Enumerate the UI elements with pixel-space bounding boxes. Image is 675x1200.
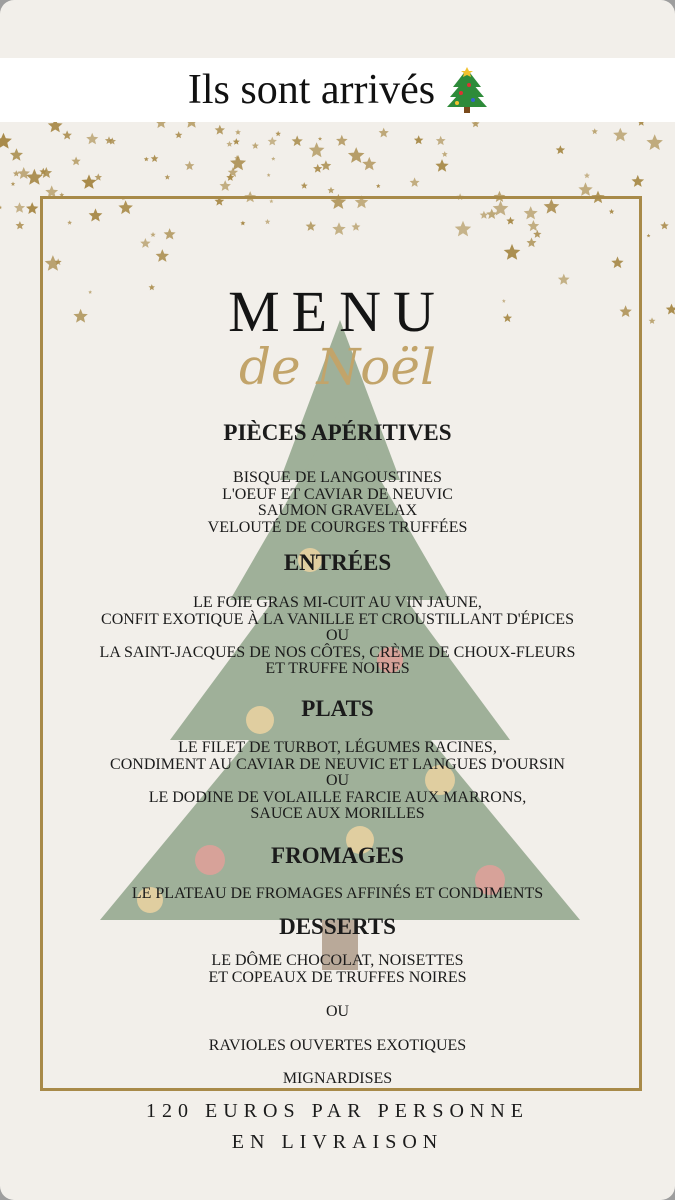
section-title-fromages: FROMAGES xyxy=(271,843,404,868)
gold-star xyxy=(144,157,149,162)
gold-star xyxy=(48,122,63,132)
gold-star xyxy=(10,148,23,161)
menu-item: VELOUTÉ DE COURGES TRUFFÉES xyxy=(207,518,468,536)
gold-star xyxy=(268,137,277,146)
dessert-alternative: RAVIOLES OUVERTES EXOTIQUES xyxy=(208,1037,467,1054)
gold-star xyxy=(235,129,241,135)
gold-star xyxy=(336,135,348,146)
menu-title: MENU xyxy=(228,279,447,344)
gold-star xyxy=(376,184,381,188)
menu-item: CONDIMENT AU CAVIAR DE NEUVIC ET LANGUES D'OURSIN xyxy=(110,755,565,773)
story-caption-band xyxy=(0,58,675,122)
section-title-plats: PLATS xyxy=(301,696,374,721)
price-line: 120 EUROS PAR PERSONNE xyxy=(146,1100,529,1122)
gold-star xyxy=(592,128,598,134)
menu-item: L'OEUF ET CAVIAR DE NEUVIC xyxy=(222,485,453,503)
gold-star xyxy=(647,234,651,238)
mignardises: MIGNARDISES xyxy=(282,1070,393,1087)
delivery-line: EN LIVRAISON xyxy=(231,1131,444,1153)
gold-star xyxy=(556,145,565,154)
gold-star xyxy=(613,128,628,142)
story-caption xyxy=(188,66,487,114)
gold-star xyxy=(151,155,159,162)
gold-star xyxy=(220,180,231,191)
section-items-pieces-aperitives xyxy=(0,470,675,536)
gold-star xyxy=(228,167,238,177)
gold-star xyxy=(226,141,232,147)
gold-star xyxy=(41,167,53,178)
menu-item: ET TRUFFE NOIRES xyxy=(265,660,410,677)
gold-star xyxy=(578,182,592,196)
gold-star xyxy=(175,131,183,138)
gold-star xyxy=(11,182,16,186)
gold-star xyxy=(18,167,31,179)
gold-star xyxy=(442,151,448,157)
section-items-plats xyxy=(0,740,675,823)
gold-star xyxy=(436,136,446,145)
christmas-tree-icon xyxy=(447,67,487,113)
gold-star xyxy=(185,161,195,170)
gold-star xyxy=(26,202,38,214)
menu-item: LE FOIE GRAS MI-CUIT AU VIN JAUNE, xyxy=(193,594,482,611)
gold-star xyxy=(71,157,80,166)
menu-item: BISQUE DE LANGOUSTINES xyxy=(233,469,442,486)
gold-star xyxy=(632,175,645,187)
dessert-or: OU xyxy=(325,1003,350,1020)
gold-star xyxy=(328,187,335,194)
gold-star xyxy=(292,135,303,146)
section-items-fromages xyxy=(0,886,675,903)
gold-star xyxy=(321,160,332,170)
menu-item: LA SAINT-JACQUES DE NOS CÔTES, CRÈME DE CHOUX-FLEURS xyxy=(99,643,576,661)
gold-star xyxy=(0,206,2,210)
gold-star xyxy=(472,122,480,127)
menu-item: LE DODINE DE VOLAILLE FARCIE AUX MARRONS, xyxy=(148,788,527,806)
gold-star xyxy=(348,147,365,163)
gold-star xyxy=(14,202,25,213)
section-items-entrees xyxy=(0,595,675,678)
gold-star xyxy=(185,122,199,128)
gold-star xyxy=(301,182,308,189)
gold-star xyxy=(318,137,322,141)
gold-star xyxy=(62,130,72,139)
menu-item: OU xyxy=(325,627,350,644)
gold-star xyxy=(233,138,240,145)
menu-item: SAUMON GRAVELAX xyxy=(257,502,418,519)
caption-text: Ils sont arrivés xyxy=(187,67,436,113)
gold-star xyxy=(81,174,96,189)
gold-star xyxy=(252,142,259,149)
gold-star xyxy=(0,133,12,149)
menu-item: LE PLATEAU DE FROMAGES AFFINÉS ET CONDIMENTS xyxy=(131,885,544,902)
menu-item: CONFIT EXOTIQUE À LA VANILLE ET CROUSTILLANT D'ÉPICES xyxy=(101,610,574,628)
menu-item: LE DÔME CHOCOLAT, NOISETTES xyxy=(211,952,464,969)
gold-star xyxy=(275,131,281,136)
gold-star xyxy=(267,173,271,177)
gold-star xyxy=(435,159,448,172)
gold-star xyxy=(86,133,98,145)
menu-item: SAUCE AUX MORILLES xyxy=(250,805,425,822)
gold-star xyxy=(215,125,225,135)
menu-subtitle: de Noël xyxy=(239,338,436,396)
section-title-entrees: ENTRÉES xyxy=(283,550,392,575)
gold-star xyxy=(155,122,167,128)
gold-star xyxy=(646,134,663,150)
gold-star xyxy=(637,122,645,126)
menu-item: ET COPEAUX DE TRUFFES NOIRES xyxy=(208,968,467,986)
gold-star xyxy=(414,135,424,144)
gold-star xyxy=(271,157,275,161)
gold-star xyxy=(410,177,420,187)
gold-star xyxy=(660,221,668,229)
gold-star xyxy=(16,221,25,229)
menu-item: OU xyxy=(325,772,350,789)
gold-star xyxy=(362,157,376,170)
menu-item: LE FILET DE TURBOT, LÉGUMES RACINES, xyxy=(178,739,497,756)
gold-star xyxy=(584,173,590,179)
section-items-desserts xyxy=(0,953,675,986)
gold-star xyxy=(309,142,325,157)
gold-star xyxy=(313,164,322,173)
section-title-desserts: DESSERTS xyxy=(279,914,396,939)
gold-star xyxy=(165,174,171,179)
gold-star xyxy=(13,170,20,176)
gold-star xyxy=(379,128,389,138)
gold-star xyxy=(95,173,103,180)
section-title-pieces-aperitives: PIÈCES APÉRITIVES xyxy=(223,420,452,445)
